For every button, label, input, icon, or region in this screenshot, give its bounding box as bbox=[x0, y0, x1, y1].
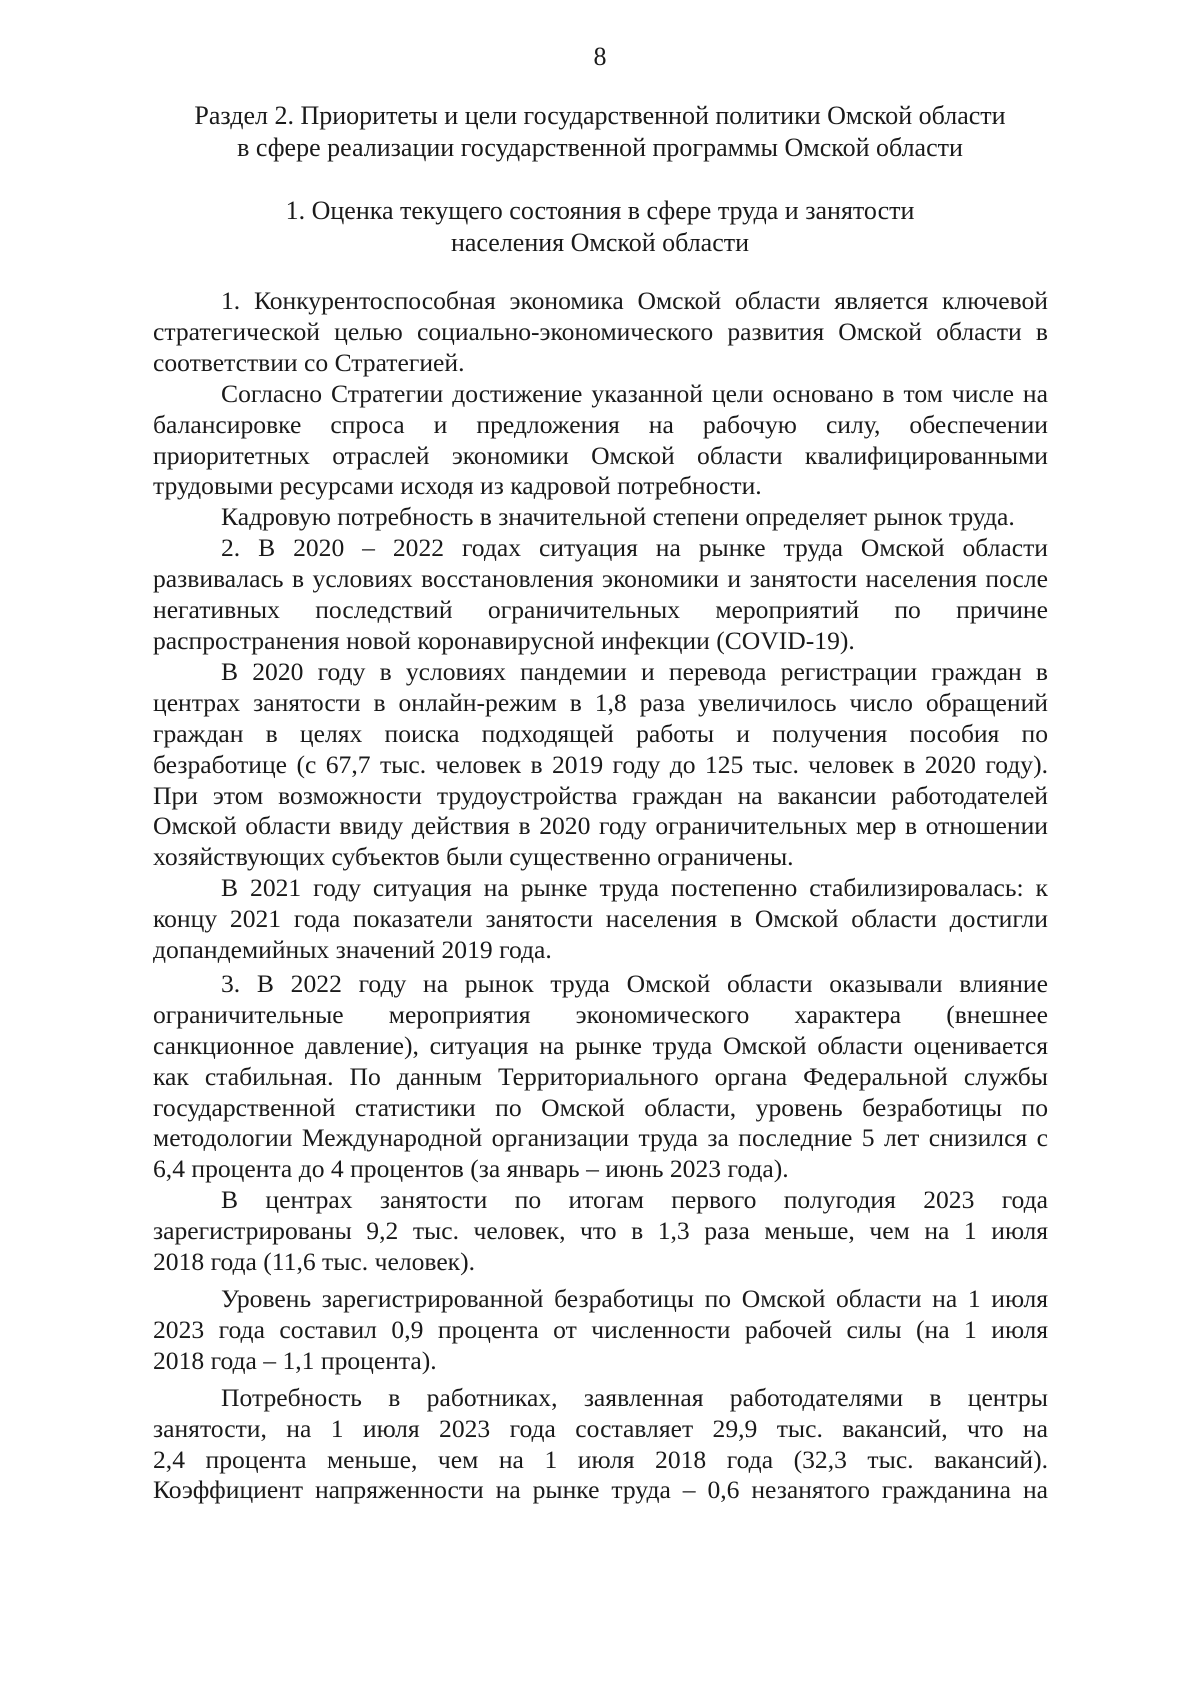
paragraph-line: Омской области ввиду действия в 2020 году ограничительных мер в отношении bbox=[153, 811, 1048, 841]
paragraph-line: В центрах занятости по итогам первого полугодия 2023 года bbox=[221, 1185, 1048, 1215]
paragraph-line: государственной статистики по Омской области, уровень безработицы по bbox=[153, 1092, 1048, 1122]
paragraph-line: 2023 года составил 0,9 процента от численности рабочей силы (на 1 июля bbox=[153, 1314, 1048, 1344]
paragraph-line: В 2021 году ситуация на рынке труда постепенно стабилизировалась: к bbox=[221, 873, 1048, 903]
paragraph-line: развивалась в условиях восстановления экономики и занятости населения после bbox=[153, 564, 1048, 594]
paragraph-line: 2,4 процента меньше, чем на 1 июля 2018 года (32,3 тыс. вакансий). bbox=[153, 1444, 1048, 1474]
subsection-heading-line: 1. Оценка текущего состояния в сфере труда и занятости bbox=[285, 196, 915, 225]
paragraph-line: распространения новой коронавирусной инфекции (COVID-19). bbox=[153, 625, 855, 655]
paragraph-line: негативных последствий ограничительных мероприятий по причине bbox=[153, 595, 1048, 625]
paragraph-line: стратегической целью социально-экономического развития Омской области в bbox=[153, 316, 1048, 346]
paragraph-line: 2018 года – 1,1 процента). bbox=[153, 1345, 437, 1375]
paragraph-line: 2. В 2020 – 2022 годах ситуация на рынке труда Омской области bbox=[221, 533, 1048, 563]
paragraph-line: балансировке спроса и предложения на рабочую силу, обеспечении bbox=[153, 409, 1048, 439]
paragraph bbox=[153, 873, 1048, 966]
paragraph bbox=[153, 286, 1048, 379]
paragraph-line: Коэффициент напряженности на рынке труда – 0,6 незанятого гражданина на bbox=[153, 1475, 1048, 1505]
subsection-heading bbox=[150, 195, 1050, 259]
paragraph bbox=[153, 533, 1048, 657]
paragraph bbox=[153, 502, 1048, 533]
paragraph-line: методологии Международной организации труда за последние 5 лет снизился с bbox=[153, 1123, 1048, 1153]
paragraph bbox=[153, 379, 1048, 503]
subsection-heading-line: населения Омской области bbox=[450, 228, 750, 257]
paragraph-line: допандемийных значений 2019 года. bbox=[153, 935, 552, 965]
paragraph-line: безработице (с 67,7 тыс. человек в 2019 году до 125 тыс. человек в 2020 году). bbox=[153, 749, 1048, 779]
paragraph-line: как стабильная. По данным Территориального органа Федеральной службы bbox=[153, 1061, 1048, 1091]
paragraph-line: 6,4 процента до 4 процентов (за январь – июнь 2023 года). bbox=[153, 1154, 789, 1184]
paragraph-line: приоритетных отраслей экономики Омской области квалифицированными bbox=[153, 440, 1048, 470]
paragraph-line: граждан в целях поиска подходящей работы и получения пособия по bbox=[153, 718, 1048, 748]
section-heading-line: Раздел 2. Приоритеты и цели государственной политики Омской области bbox=[194, 101, 1006, 130]
paragraph-line: В 2020 году в условиях пандемии и перевода регистрации граждан в bbox=[221, 656, 1048, 686]
paragraph bbox=[153, 969, 1048, 1185]
paragraph-line: ограничительные мероприятия экономического характера (внешнее bbox=[153, 999, 1048, 1029]
paragraph-line: зарегистрированы 9,2 тыс. человек, что в 1,3 раза меньше, чем на 1 июля bbox=[153, 1216, 1048, 1246]
paragraph-line: Кадровую потребность в значительной степени определяет рынок труда. bbox=[221, 502, 1015, 532]
paragraph-line: 2018 года (11,6 тыс. человек). bbox=[153, 1247, 476, 1277]
paragraph bbox=[153, 1185, 1048, 1278]
paragraph-line: соответствии со Стратегией. bbox=[153, 347, 465, 377]
paragraph-line: концу 2021 года показатели занятости населения в Омской области достигли bbox=[153, 904, 1048, 934]
paragraph-line: 3. В 2022 году на рынок труда Омской области оказывали влияние bbox=[221, 968, 1048, 998]
body-text bbox=[153, 286, 1048, 1506]
paragraph-line: Потребность в работниках, заявленная работодателями в центры bbox=[221, 1382, 1048, 1412]
paragraph-line: санкционное давление), ситуация на рынке труда Омской области оценивается bbox=[153, 1030, 1048, 1060]
paragraph-line: Уровень зарегистрированной безработицы по Омской области на 1 июля bbox=[221, 1284, 1048, 1313]
section-heading bbox=[150, 100, 1050, 164]
paragraph bbox=[153, 657, 1048, 873]
section-heading-line: в сфере реализации государственной программы Омской области bbox=[237, 133, 963, 162]
paragraph-line: При этом возможности трудоустройства граждан на вакансии работодателей bbox=[153, 780, 1048, 810]
page-number: 8 bbox=[593, 42, 607, 71]
paragraph-line: занятости, на 1 июля 2023 года составляет 29,9 тыс. вакансий, что на bbox=[153, 1413, 1048, 1443]
paragraph bbox=[153, 1284, 1048, 1377]
paragraph-line: трудовыми ресурсами исходя из кадровой потребности. bbox=[153, 471, 762, 501]
paragraph-line: Согласно Стратегии достижение указанной цели основано в том числе на bbox=[221, 378, 1048, 408]
paragraph bbox=[153, 1383, 1048, 1507]
paragraph-line: хозяйствующих субъектов были существенно ограничены. bbox=[153, 842, 794, 872]
paragraph-line: 1. Конкурентоспособная экономика Омской области является ключевой bbox=[221, 286, 1048, 315]
paragraph-line: центрах занятости в онлайн-режим в 1,8 раза увеличилось число обращений bbox=[153, 687, 1048, 717]
